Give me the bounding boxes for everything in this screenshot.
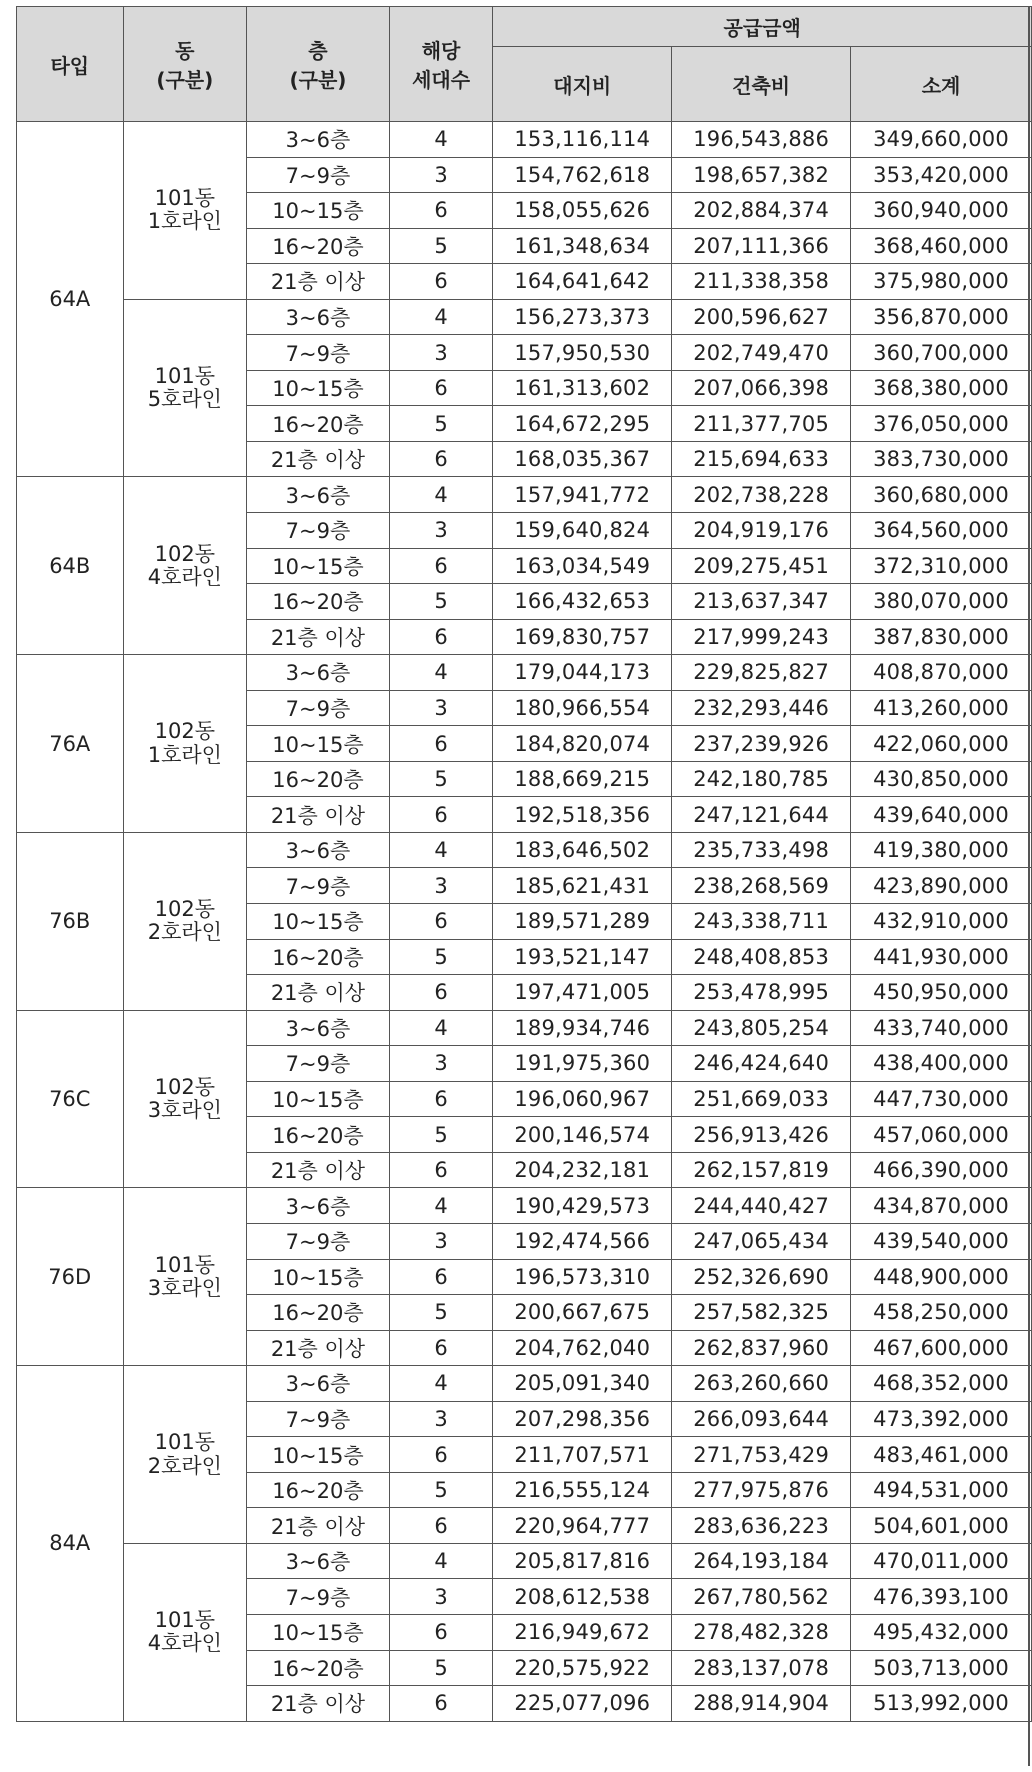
dong-label: 101동 bbox=[154, 1252, 215, 1277]
building-cost-cell: 211,338,358 bbox=[672, 264, 851, 300]
units-cell: 3 bbox=[389, 1223, 493, 1259]
subtotal-cell: 422,060,000 bbox=[851, 726, 1032, 762]
units-cell: 5 bbox=[389, 1117, 493, 1153]
header-dong-line1: 동 bbox=[175, 39, 195, 63]
header-type: 타입 bbox=[17, 7, 124, 122]
land-cost-cell: 161,348,634 bbox=[493, 228, 672, 264]
subtotal-cell: 439,640,000 bbox=[851, 797, 1032, 833]
type-cell: 64B bbox=[17, 477, 124, 655]
table-header bbox=[17, 7, 1032, 122]
floor-cell: 16~20층 bbox=[247, 1650, 390, 1686]
subtotal-cell: 368,460,000 bbox=[851, 228, 1032, 264]
line-label: 3호라인 bbox=[147, 1098, 222, 1123]
units-cell: 4 bbox=[389, 122, 493, 158]
building-cost-cell: 202,738,228 bbox=[672, 477, 851, 513]
subtotal-cell: 375,980,000 bbox=[851, 264, 1032, 300]
floor-cell: 16~20층 bbox=[247, 406, 390, 442]
floor-cell: 10~15층 bbox=[247, 370, 390, 406]
subtotal-cell: 423,890,000 bbox=[851, 868, 1032, 904]
building-cost-cell: 243,338,711 bbox=[672, 904, 851, 940]
units-cell: 6 bbox=[389, 370, 493, 406]
building-cost-cell: 247,065,434 bbox=[672, 1223, 851, 1259]
subtotal-cell: 439,540,000 bbox=[851, 1223, 1032, 1259]
table-row bbox=[17, 1543, 1032, 1579]
header-units-line1: 해당 bbox=[421, 39, 461, 63]
subtotal-cell: 383,730,000 bbox=[851, 441, 1032, 477]
land-cost-cell: 157,941,772 bbox=[493, 477, 672, 513]
units-cell: 3 bbox=[389, 157, 493, 193]
building-cost-cell: 251,669,033 bbox=[672, 1081, 851, 1117]
subtotal-cell: 387,830,000 bbox=[851, 619, 1032, 655]
type-cell: 76A bbox=[17, 655, 124, 833]
units-cell: 3 bbox=[389, 1579, 493, 1615]
floor-cell: 16~20층 bbox=[247, 228, 390, 264]
units-cell: 5 bbox=[389, 228, 493, 264]
units-cell: 6 bbox=[389, 975, 493, 1011]
land-cost-cell: 193,521,147 bbox=[493, 939, 672, 975]
units-cell: 6 bbox=[389, 264, 493, 300]
subtotal-cell: 466,390,000 bbox=[851, 1152, 1032, 1188]
floor-cell: 10~15층 bbox=[247, 1081, 390, 1117]
table-row bbox=[17, 122, 1032, 158]
table-row bbox=[17, 477, 1032, 513]
supply-price-table bbox=[16, 6, 1032, 1722]
header-units bbox=[389, 7, 493, 122]
dong-line-cell bbox=[123, 655, 247, 833]
dong-label: 101동 bbox=[154, 1430, 215, 1455]
type-cell: 64A bbox=[17, 122, 124, 477]
building-cost-cell: 252,326,690 bbox=[672, 1259, 851, 1295]
subtotal-cell: 364,560,000 bbox=[851, 513, 1032, 549]
dong-line-cell bbox=[123, 299, 247, 477]
building-cost-cell: 253,478,995 bbox=[672, 975, 851, 1011]
units-cell: 3 bbox=[389, 1401, 493, 1437]
building-cost-cell: 217,999,243 bbox=[672, 619, 851, 655]
dong-line-cell bbox=[123, 122, 247, 300]
floor-cell: 3~6층 bbox=[247, 122, 390, 158]
floor-cell: 21층 이상 bbox=[247, 1330, 390, 1366]
floor-cell: 10~15층 bbox=[247, 1614, 390, 1650]
building-cost-cell: 242,180,785 bbox=[672, 761, 851, 797]
land-cost-cell: 196,060,967 bbox=[493, 1081, 672, 1117]
subtotal-cell: 467,600,000 bbox=[851, 1330, 1032, 1366]
units-cell: 5 bbox=[389, 1295, 493, 1331]
subtotal-cell: 432,910,000 bbox=[851, 904, 1032, 940]
subtotal-cell: 413,260,000 bbox=[851, 690, 1032, 726]
dong-line-cell bbox=[123, 1543, 247, 1721]
subtotal-cell: 360,940,000 bbox=[851, 193, 1032, 229]
floor-cell: 3~6층 bbox=[247, 655, 390, 691]
land-cost-cell: 192,474,566 bbox=[493, 1223, 672, 1259]
land-cost-cell: 156,273,373 bbox=[493, 299, 672, 335]
building-cost-cell: 202,884,374 bbox=[672, 193, 851, 229]
land-cost-cell: 154,762,618 bbox=[493, 157, 672, 193]
floor-cell: 7~9층 bbox=[247, 1223, 390, 1259]
land-cost-cell: 166,432,653 bbox=[493, 584, 672, 620]
floor-cell: 3~6층 bbox=[247, 1366, 390, 1402]
units-cell: 6 bbox=[389, 1152, 493, 1188]
land-cost-cell: 183,646,502 bbox=[493, 832, 672, 868]
land-cost-cell: 207,298,356 bbox=[493, 1401, 672, 1437]
units-cell: 6 bbox=[389, 441, 493, 477]
building-cost-cell: 262,157,819 bbox=[672, 1152, 851, 1188]
subtotal-cell: 447,730,000 bbox=[851, 1081, 1032, 1117]
subtotal-cell: 434,870,000 bbox=[851, 1188, 1032, 1224]
floor-cell: 3~6층 bbox=[247, 1010, 390, 1046]
header-floor-line2: (구분) bbox=[289, 68, 347, 92]
floor-cell: 21층 이상 bbox=[247, 975, 390, 1011]
land-cost-cell: 197,471,005 bbox=[493, 975, 672, 1011]
building-cost-cell: 209,275,451 bbox=[672, 548, 851, 584]
floor-cell: 10~15층 bbox=[247, 726, 390, 762]
land-cost-cell: 205,091,340 bbox=[493, 1366, 672, 1402]
building-cost-cell: 264,193,184 bbox=[672, 1543, 851, 1579]
land-cost-cell: 180,966,554 bbox=[493, 690, 672, 726]
header-floor bbox=[247, 7, 390, 122]
header-supply-amount: 공급금액 bbox=[493, 7, 1032, 47]
table-body bbox=[17, 122, 1032, 1722]
floor-cell: 21층 이상 bbox=[247, 264, 390, 300]
table-row bbox=[17, 1188, 1032, 1224]
floor-cell: 3~6층 bbox=[247, 832, 390, 868]
units-cell: 6 bbox=[389, 1437, 493, 1473]
units-cell: 6 bbox=[389, 726, 493, 762]
subtotal-cell: 513,992,000 bbox=[851, 1686, 1032, 1722]
building-cost-cell: 207,111,366 bbox=[672, 228, 851, 264]
floor-cell: 10~15층 bbox=[247, 193, 390, 229]
line-label: 5호라인 bbox=[147, 387, 222, 412]
building-cost-cell: 207,066,398 bbox=[672, 370, 851, 406]
units-cell: 4 bbox=[389, 1366, 493, 1402]
building-cost-cell: 277,975,876 bbox=[672, 1472, 851, 1508]
subtotal-cell: 353,420,000 bbox=[851, 157, 1032, 193]
header-floor-line1: 층 bbox=[308, 39, 328, 63]
building-cost-cell: 211,377,705 bbox=[672, 406, 851, 442]
building-cost-cell: 283,636,223 bbox=[672, 1508, 851, 1544]
units-cell: 6 bbox=[389, 193, 493, 229]
building-cost-cell: 247,121,644 bbox=[672, 797, 851, 833]
subtotal-cell: 441,930,000 bbox=[851, 939, 1032, 975]
land-cost-cell: 164,672,295 bbox=[493, 406, 672, 442]
building-cost-cell: 237,239,926 bbox=[672, 726, 851, 762]
land-cost-cell: 163,034,549 bbox=[493, 548, 672, 584]
building-cost-cell: 229,825,827 bbox=[672, 655, 851, 691]
building-cost-cell: 266,093,644 bbox=[672, 1401, 851, 1437]
subtotal-cell: 433,740,000 bbox=[851, 1010, 1032, 1046]
floor-cell: 7~9층 bbox=[247, 1401, 390, 1437]
floor-cell: 7~9층 bbox=[247, 690, 390, 726]
land-cost-cell: 179,044,173 bbox=[493, 655, 672, 691]
units-cell: 5 bbox=[389, 1650, 493, 1686]
units-cell: 6 bbox=[389, 1259, 493, 1295]
units-cell: 3 bbox=[389, 1046, 493, 1082]
subtotal-cell: 470,011,000 bbox=[851, 1543, 1032, 1579]
subtotal-cell: 368,380,000 bbox=[851, 370, 1032, 406]
line-label: 1호라인 bbox=[147, 209, 222, 234]
table-row bbox=[17, 1010, 1032, 1046]
floor-cell: 16~20층 bbox=[247, 939, 390, 975]
line-label: 3호라인 bbox=[147, 1275, 222, 1300]
subtotal-cell: 457,060,000 bbox=[851, 1117, 1032, 1153]
floor-cell: 10~15층 bbox=[247, 1437, 390, 1473]
land-cost-cell: 204,762,040 bbox=[493, 1330, 672, 1366]
dong-label: 101동 bbox=[154, 186, 215, 211]
land-cost-cell: 161,313,602 bbox=[493, 370, 672, 406]
floor-cell: 3~6층 bbox=[247, 1188, 390, 1224]
floor-cell: 21층 이상 bbox=[247, 441, 390, 477]
units-cell: 6 bbox=[389, 904, 493, 940]
building-cost-cell: 244,440,427 bbox=[672, 1188, 851, 1224]
building-cost-cell: 215,694,633 bbox=[672, 441, 851, 477]
table-row bbox=[17, 655, 1032, 691]
dong-line-cell bbox=[123, 1188, 247, 1366]
units-cell: 4 bbox=[389, 477, 493, 513]
subtotal-cell: 360,700,000 bbox=[851, 335, 1032, 371]
dong-line-cell bbox=[123, 477, 247, 655]
land-cost-cell: 192,518,356 bbox=[493, 797, 672, 833]
table-right-edge bbox=[1028, 6, 1030, 1766]
building-cost-cell: 243,805,254 bbox=[672, 1010, 851, 1046]
land-cost-cell: 225,077,096 bbox=[493, 1686, 672, 1722]
land-cost-cell: 211,707,571 bbox=[493, 1437, 672, 1473]
floor-cell: 3~6층 bbox=[247, 1543, 390, 1579]
dong-line-cell bbox=[123, 832, 247, 1010]
building-cost-cell: 278,482,328 bbox=[672, 1614, 851, 1650]
subtotal-cell: 430,850,000 bbox=[851, 761, 1032, 797]
header-dong bbox=[123, 7, 247, 122]
units-cell: 6 bbox=[389, 1614, 493, 1650]
subtotal-cell: 448,900,000 bbox=[851, 1259, 1032, 1295]
subtotal-cell: 360,680,000 bbox=[851, 477, 1032, 513]
floor-cell: 21층 이상 bbox=[247, 1152, 390, 1188]
land-cost-cell: 200,146,574 bbox=[493, 1117, 672, 1153]
land-cost-cell: 184,820,074 bbox=[493, 726, 672, 762]
line-label: 4호라인 bbox=[147, 564, 222, 589]
units-cell: 4 bbox=[389, 832, 493, 868]
subtotal-cell: 419,380,000 bbox=[851, 832, 1032, 868]
table-row bbox=[17, 832, 1032, 868]
units-cell: 6 bbox=[389, 548, 493, 584]
line-label: 4호라인 bbox=[147, 1631, 222, 1656]
land-cost-cell: 168,035,367 bbox=[493, 441, 672, 477]
subtotal-cell: 349,660,000 bbox=[851, 122, 1032, 158]
building-cost-cell: 246,424,640 bbox=[672, 1046, 851, 1082]
land-cost-cell: 189,934,746 bbox=[493, 1010, 672, 1046]
units-cell: 6 bbox=[389, 1081, 493, 1117]
units-cell: 4 bbox=[389, 299, 493, 335]
dong-label: 102동 bbox=[154, 897, 215, 922]
subtotal-cell: 408,870,000 bbox=[851, 655, 1032, 691]
subtotal-cell: 503,713,000 bbox=[851, 1650, 1032, 1686]
floor-cell: 7~9층 bbox=[247, 1579, 390, 1615]
building-cost-cell: 232,293,446 bbox=[672, 690, 851, 726]
building-cost-cell: 196,543,886 bbox=[672, 122, 851, 158]
header-subtotal: 소계 bbox=[851, 47, 1032, 122]
type-cell: 76D bbox=[17, 1188, 124, 1366]
floor-cell: 7~9층 bbox=[247, 1046, 390, 1082]
building-cost-cell: 248,408,853 bbox=[672, 939, 851, 975]
land-cost-cell: 153,116,114 bbox=[493, 122, 672, 158]
floor-cell: 16~20층 bbox=[247, 1117, 390, 1153]
building-cost-cell: 262,837,960 bbox=[672, 1330, 851, 1366]
land-cost-cell: 200,667,675 bbox=[493, 1295, 672, 1331]
building-cost-cell: 263,260,660 bbox=[672, 1366, 851, 1402]
land-cost-cell: 220,575,922 bbox=[493, 1650, 672, 1686]
subtotal-cell: 504,601,000 bbox=[851, 1508, 1032, 1544]
floor-cell: 16~20층 bbox=[247, 1295, 390, 1331]
dong-label: 102동 bbox=[154, 1074, 215, 1099]
units-cell: 3 bbox=[389, 868, 493, 904]
subtotal-cell: 356,870,000 bbox=[851, 299, 1032, 335]
subtotal-cell: 473,392,000 bbox=[851, 1401, 1032, 1437]
building-cost-cell: 256,913,426 bbox=[672, 1117, 851, 1153]
building-cost-cell: 204,919,176 bbox=[672, 513, 851, 549]
land-cost-cell: 158,055,626 bbox=[493, 193, 672, 229]
dong-label: 101동 bbox=[154, 1608, 215, 1633]
dong-label: 102동 bbox=[154, 719, 215, 744]
building-cost-cell: 202,749,470 bbox=[672, 335, 851, 371]
subtotal-cell: 380,070,000 bbox=[851, 584, 1032, 620]
line-label: 1호라인 bbox=[147, 742, 222, 767]
floor-cell: 7~9층 bbox=[247, 335, 390, 371]
subtotal-cell: 450,950,000 bbox=[851, 975, 1032, 1011]
land-cost-cell: 204,232,181 bbox=[493, 1152, 672, 1188]
subtotal-cell: 458,250,000 bbox=[851, 1295, 1032, 1331]
units-cell: 5 bbox=[389, 406, 493, 442]
table-row bbox=[17, 299, 1032, 335]
floor-cell: 10~15층 bbox=[247, 548, 390, 584]
floor-cell: 3~6층 bbox=[247, 477, 390, 513]
building-cost-cell: 198,657,382 bbox=[672, 157, 851, 193]
dong-label: 101동 bbox=[154, 364, 215, 388]
floor-cell: 21층 이상 bbox=[247, 619, 390, 655]
units-cell: 4 bbox=[389, 655, 493, 691]
dong-line-cell bbox=[123, 1010, 247, 1188]
subtotal-cell: 468,352,000 bbox=[851, 1366, 1032, 1402]
header-building-cost: 건축비 bbox=[672, 47, 851, 122]
units-cell: 4 bbox=[389, 1543, 493, 1579]
land-cost-cell: 189,571,289 bbox=[493, 904, 672, 940]
line-label: 2호라인 bbox=[147, 920, 222, 945]
land-cost-cell: 216,949,672 bbox=[493, 1614, 672, 1650]
land-cost-cell: 216,555,124 bbox=[493, 1472, 672, 1508]
units-cell: 6 bbox=[389, 1508, 493, 1544]
units-cell: 5 bbox=[389, 939, 493, 975]
land-cost-cell: 205,817,816 bbox=[493, 1543, 672, 1579]
units-cell: 5 bbox=[389, 1472, 493, 1508]
land-cost-cell: 208,612,538 bbox=[493, 1579, 672, 1615]
line-label: 2호라인 bbox=[147, 1453, 222, 1478]
units-cell: 5 bbox=[389, 761, 493, 797]
building-cost-cell: 238,268,569 bbox=[672, 868, 851, 904]
floor-cell: 10~15층 bbox=[247, 904, 390, 940]
dong-line-cell bbox=[123, 1366, 247, 1544]
subtotal-cell: 483,461,000 bbox=[851, 1437, 1032, 1473]
building-cost-cell: 200,596,627 bbox=[672, 299, 851, 335]
building-cost-cell: 213,637,347 bbox=[672, 584, 851, 620]
land-cost-cell: 185,621,431 bbox=[493, 868, 672, 904]
units-cell: 3 bbox=[389, 690, 493, 726]
subtotal-cell: 376,050,000 bbox=[851, 406, 1032, 442]
units-cell: 6 bbox=[389, 1330, 493, 1366]
building-cost-cell: 267,780,562 bbox=[672, 1579, 851, 1615]
table-row bbox=[17, 1366, 1032, 1402]
type-cell: 84A bbox=[17, 1366, 124, 1721]
floor-cell: 10~15층 bbox=[247, 1259, 390, 1295]
units-cell: 6 bbox=[389, 619, 493, 655]
header-land-cost: 대지비 bbox=[493, 47, 672, 122]
dong-label: 102동 bbox=[154, 541, 215, 566]
land-cost-cell: 190,429,573 bbox=[493, 1188, 672, 1224]
units-cell: 4 bbox=[389, 1010, 493, 1046]
floor-cell: 16~20층 bbox=[247, 1472, 390, 1508]
building-cost-cell: 288,914,904 bbox=[672, 1686, 851, 1722]
land-cost-cell: 157,950,530 bbox=[493, 335, 672, 371]
land-cost-cell: 188,669,215 bbox=[493, 761, 672, 797]
units-cell: 6 bbox=[389, 1686, 493, 1722]
floor-cell: 7~9층 bbox=[247, 513, 390, 549]
land-cost-cell: 220,964,777 bbox=[493, 1508, 672, 1544]
type-cell: 76B bbox=[17, 832, 124, 1010]
land-cost-cell: 164,641,642 bbox=[493, 264, 672, 300]
building-cost-cell: 283,137,078 bbox=[672, 1650, 851, 1686]
units-cell: 6 bbox=[389, 797, 493, 833]
floor-cell: 21층 이상 bbox=[247, 1686, 390, 1722]
subtotal-cell: 438,400,000 bbox=[851, 1046, 1032, 1082]
header-units-line2: 세대수 bbox=[412, 68, 471, 92]
units-cell: 5 bbox=[389, 584, 493, 620]
floor-cell: 21층 이상 bbox=[247, 797, 390, 833]
land-cost-cell: 196,573,310 bbox=[493, 1259, 672, 1295]
type-cell: 76C bbox=[17, 1010, 124, 1188]
subtotal-cell: 494,531,000 bbox=[851, 1472, 1032, 1508]
building-cost-cell: 257,582,325 bbox=[672, 1295, 851, 1331]
subtotal-cell: 372,310,000 bbox=[851, 548, 1032, 584]
units-cell: 3 bbox=[389, 335, 493, 371]
land-cost-cell: 169,830,757 bbox=[493, 619, 672, 655]
subtotal-cell: 476,393,100 bbox=[851, 1579, 1032, 1615]
floor-cell: 3~6층 bbox=[247, 299, 390, 335]
land-cost-cell: 191,975,360 bbox=[493, 1046, 672, 1082]
units-cell: 4 bbox=[389, 1188, 493, 1224]
building-cost-cell: 235,733,498 bbox=[672, 832, 851, 868]
floor-cell: 21층 이상 bbox=[247, 1508, 390, 1544]
header-dong-line2: (구분) bbox=[156, 68, 214, 92]
land-cost-cell: 159,640,824 bbox=[493, 513, 672, 549]
floor-cell: 16~20층 bbox=[247, 584, 390, 620]
floor-cell: 7~9층 bbox=[247, 157, 390, 193]
subtotal-cell: 495,432,000 bbox=[851, 1614, 1032, 1650]
floor-cell: 16~20층 bbox=[247, 761, 390, 797]
building-cost-cell: 271,753,429 bbox=[672, 1437, 851, 1473]
units-cell: 3 bbox=[389, 513, 493, 549]
floor-cell: 7~9층 bbox=[247, 868, 390, 904]
